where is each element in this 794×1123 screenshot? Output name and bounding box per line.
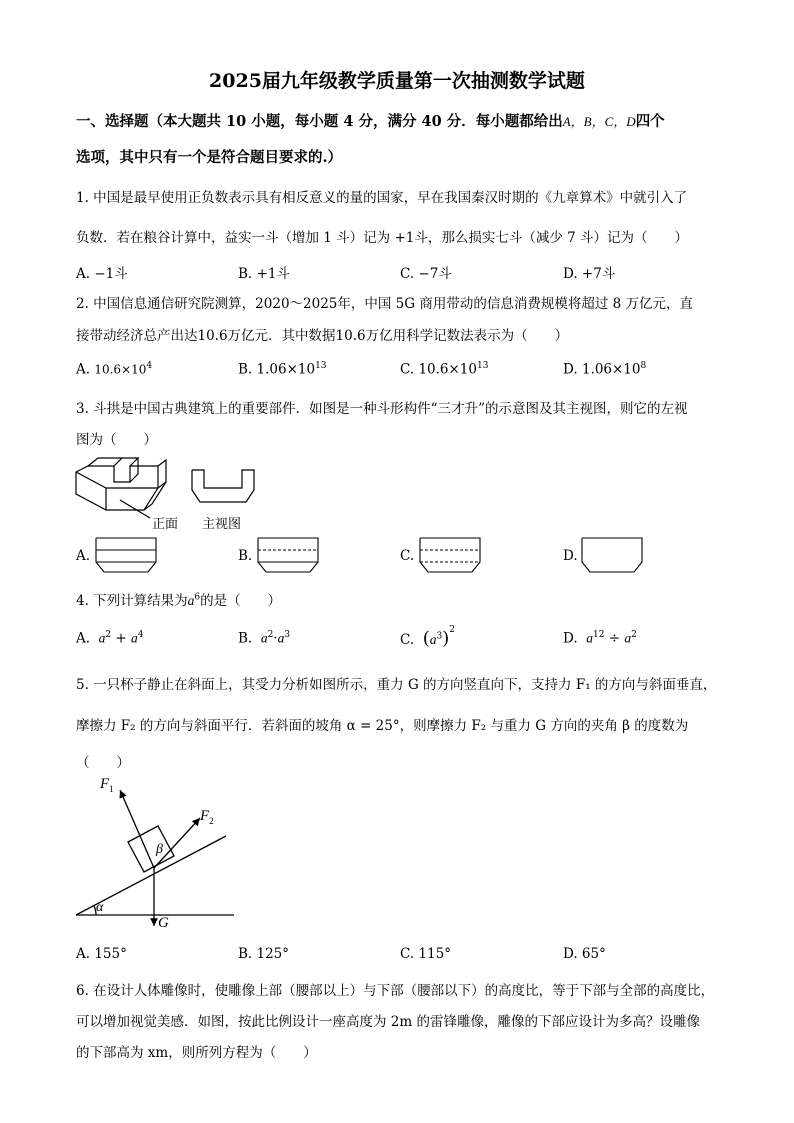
q3-line2: 图为（ ）: [76, 432, 157, 448]
q5-option-d: D. 65°: [563, 946, 606, 962]
q4-option-c: C. $(a^3)^2$: [400, 625, 456, 649]
q3-option-c-label: C.: [400, 548, 415, 564]
q3-main-view: [188, 466, 258, 510]
q2-line1: 2. 中国信息通信研究院测算，2020～2025年，中国 5G 商用带动的信息消费规模将超过 8 万亿元，直: [76, 296, 694, 312]
q1-option-a: A. −1斗: [76, 266, 128, 282]
q6-line1: 6. 在设计人体雕像时，使雕像上部（腰部以上）与下部（腰部以下）的高度比，等于下部与全部的高度比，: [76, 983, 715, 999]
q1-option-d: D. +7斗: [563, 266, 616, 282]
q2-option-d: D. $1.06\times 10^8$: [563, 361, 647, 378]
q5-line2: 摩擦力 F₂ 的方向与斜面平行．若斜面的坡角 α = 25°，则摩擦力 F₂ 与重力 G 方向的夹角 β 的度数为: [76, 718, 689, 734]
q3-option-a-shape: [94, 536, 158, 576]
q5-option-c: C. 115°: [400, 946, 451, 962]
q2-option-b: B. $1.06\times 10^{13}$: [238, 361, 327, 378]
q4-option-a: A. $a^2 + a^4$: [76, 630, 144, 647]
q3-option-a-label: A.: [76, 548, 91, 564]
q5-f2-label: $F_2$: [200, 808, 214, 826]
section-heading: [76, 110, 665, 131]
section-heading-pre: 一、选择题（本大题共 10 小题，每小题 4 分，满分 40 分．每小题都给出: [76, 113, 563, 130]
q3-option-c-shape: [418, 536, 482, 576]
q5-g-label: G: [158, 915, 169, 931]
q5-beta-label: β: [156, 842, 163, 857]
q4-option-d: D. $a^{12} \div a^2$: [563, 630, 637, 647]
q5-line3: （ ）: [76, 755, 130, 771]
q2-option-a: A. $10.6\times 10^4$: [76, 361, 153, 378]
section-heading-line2: 选项，其中只有一个是符合题目要求的.）: [76, 149, 343, 166]
q2-line2: 接带动经济总产出达10.6万亿元．其中数据10.6万亿用科学记数法表示为（ ）: [76, 328, 569, 344]
q3-option-d-label: D.: [563, 548, 578, 564]
q5-option-a: A. 155°: [76, 946, 127, 962]
q5-alpha-label: α: [96, 900, 104, 915]
q2-option-c: C. $10.6\times 10^{13}$: [400, 361, 489, 378]
section-heading-letters: A，B，C，D: [562, 114, 636, 129]
q6-line3: 的下部高为 xm，则所列方程为（ ）: [76, 1045, 317, 1061]
q3-label-main: 主视图: [202, 517, 242, 532]
q6-line2: 可以增加视觉美感．如图，按此比例设计一座高度为 2m 的雷锋雕像，雕像的下部应设计为多高？设雕像: [76, 1014, 700, 1030]
q1-option-b: B. +1斗: [238, 266, 290, 282]
q3-option-b-label: B.: [238, 548, 253, 564]
q1-line1: 1. 中国是最早使用正负数表示具有相反意义的量的国家，早在我国秦汉时期的《九章算术》中就引入了: [76, 190, 688, 206]
q5-option-b: B. 125°: [238, 946, 290, 962]
q3-line1: 3. 斗拱是中国古典建筑上的重要部件．如图是一种斗形构件“三才升”的示意图及其主视图，则它的左视: [76, 401, 688, 417]
q5-line1: 5. 一只杯子静止在斜面上，其受力分析如图所示，重力 G 的方向竖直向下，支持力 F₁ 的方向与斜面垂直，: [76, 677, 717, 693]
q1-option-c: C. −7斗: [400, 266, 452, 282]
q4-option-b: B. $a^2\cdot a^3$: [238, 630, 291, 647]
q5-f1-label: $F_1$: [100, 776, 114, 794]
q4-stem: 4. 下列计算结果为$a^6$的是（ ）: [76, 592, 282, 609]
q1-line2: 负数．若在粮谷计算中，益实一斗（增加 1 斗）记为 +1斗，那么损实七斗（减少 7 斗）记为（ ）: [76, 230, 689, 246]
page-title: 2025届九年级教学质量第一次抽测数学试题: [209, 70, 585, 92]
q3-label-front: 正面: [152, 517, 179, 532]
q3-option-b-shape: [256, 536, 320, 576]
section-heading-post: 四个: [635, 113, 665, 130]
q3-option-d-shape: [580, 536, 644, 576]
